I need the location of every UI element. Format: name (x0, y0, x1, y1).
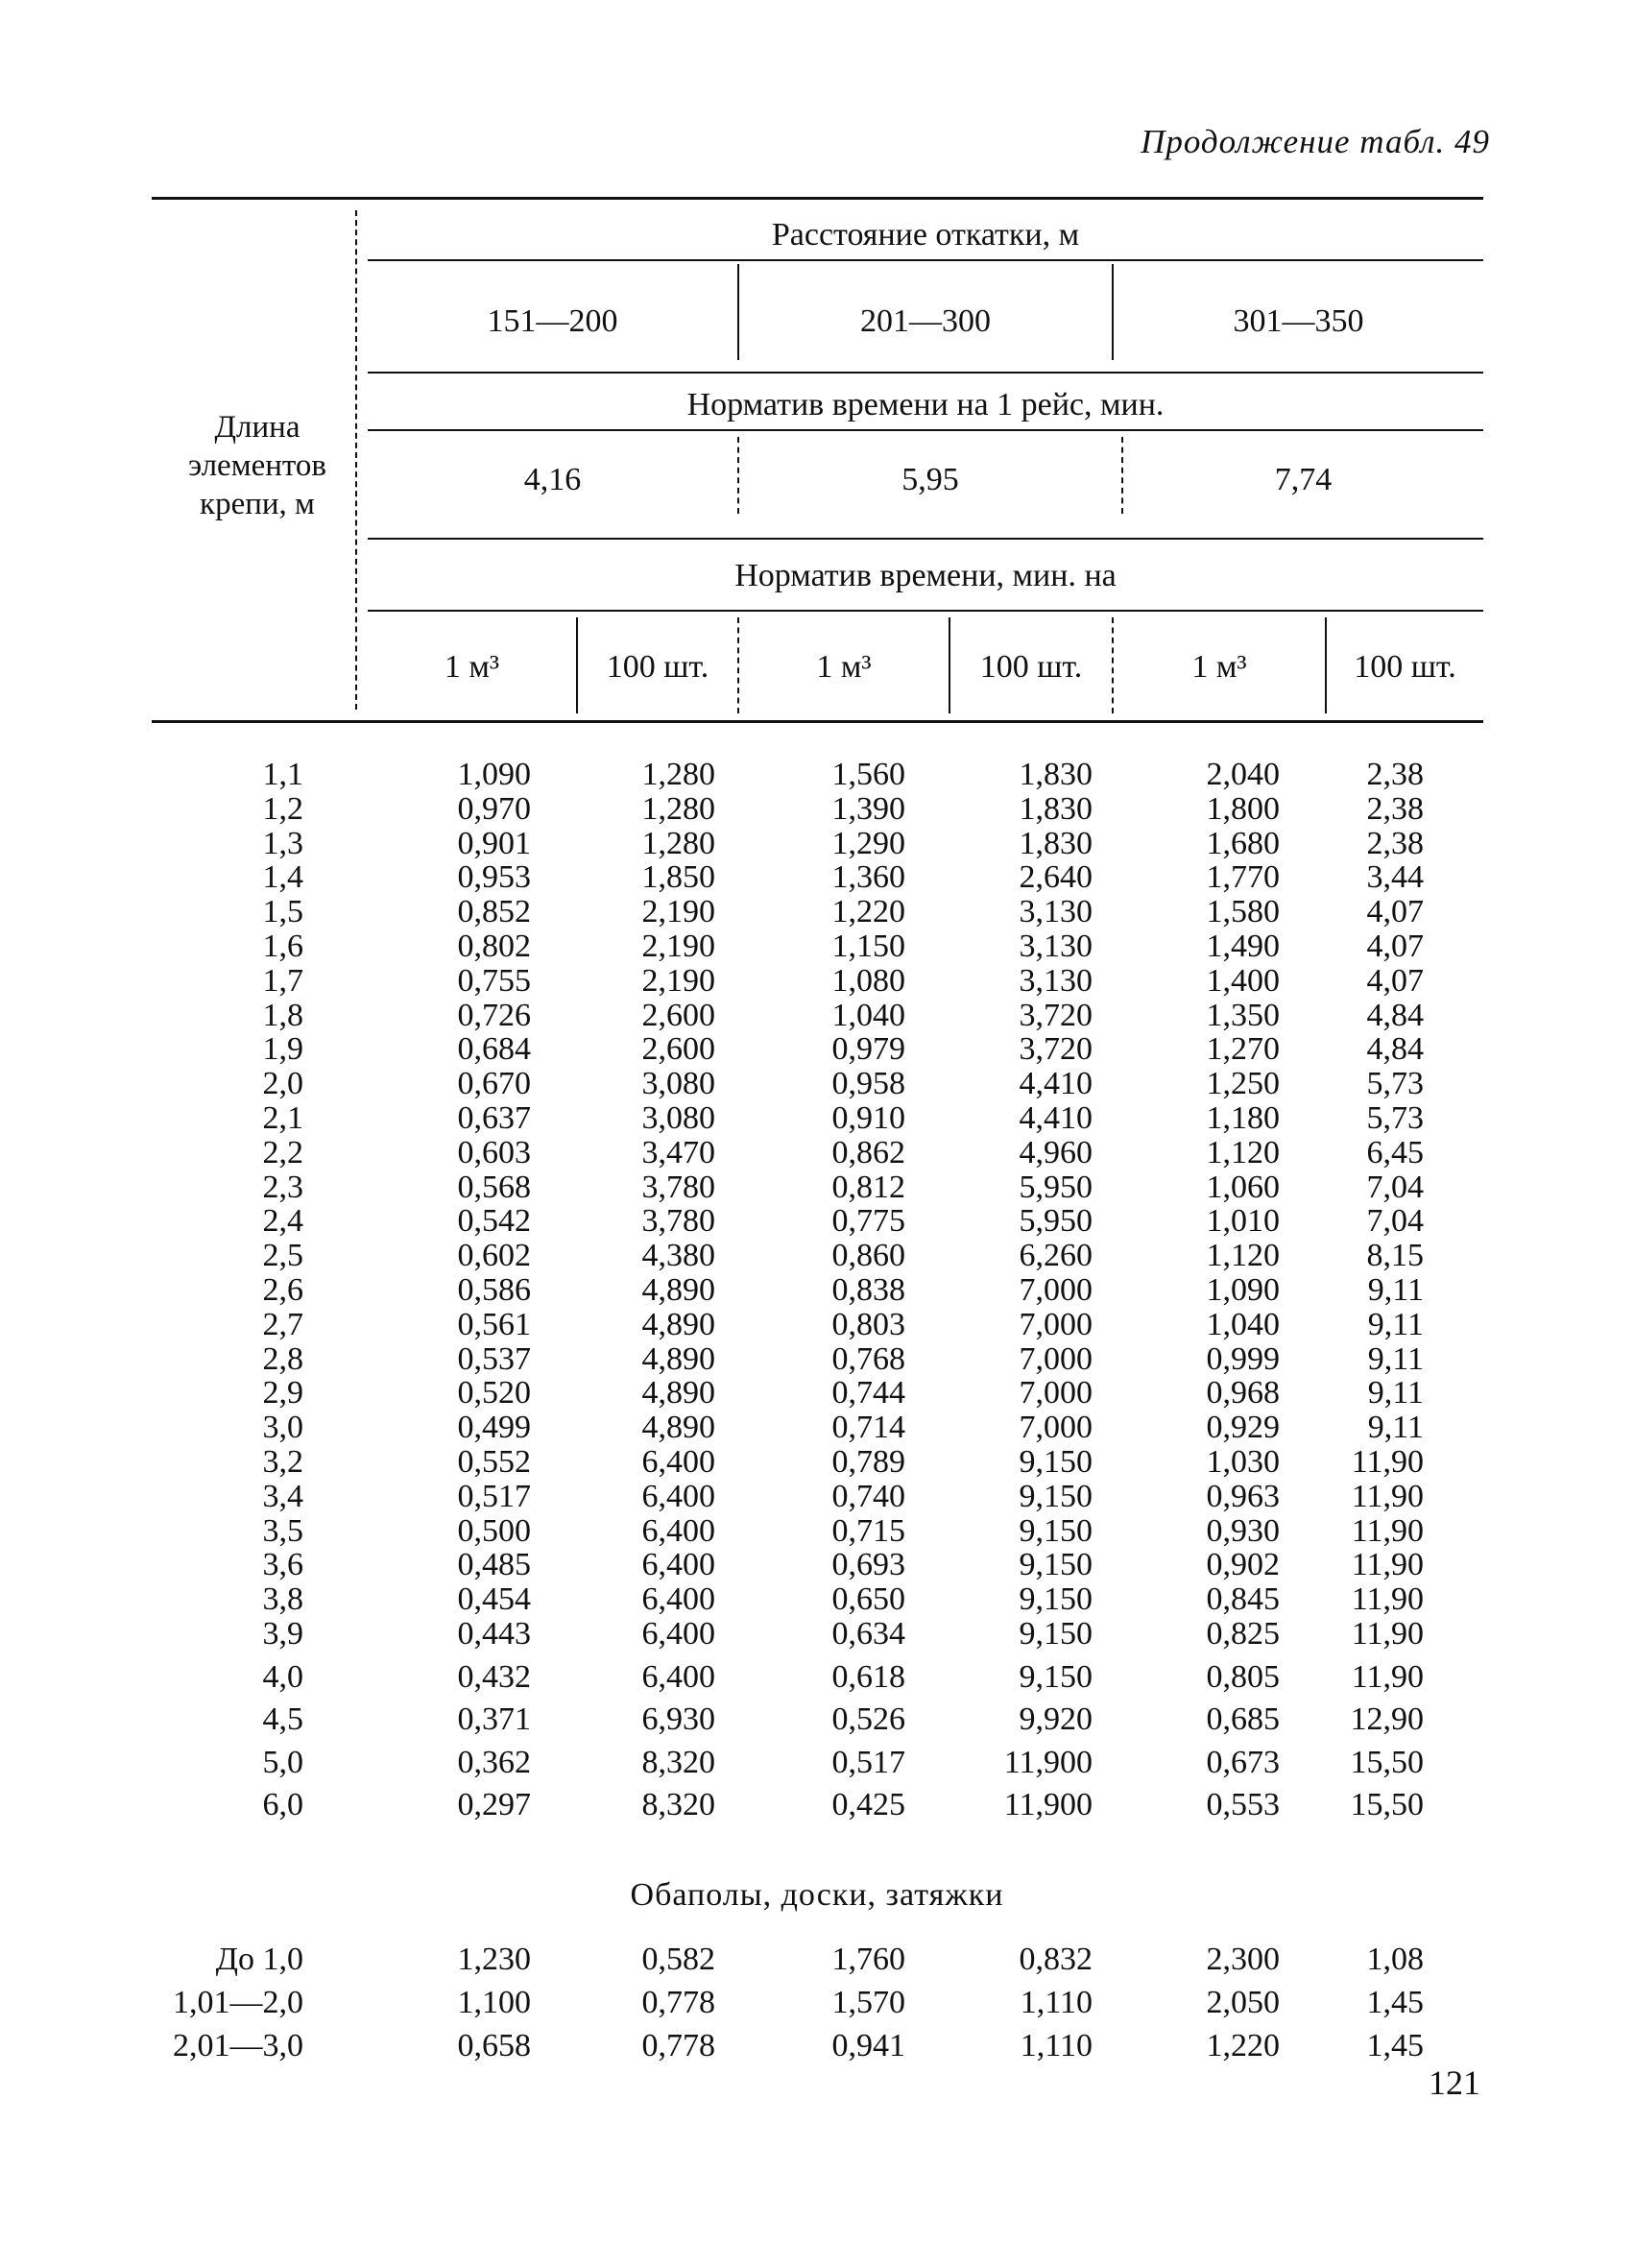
table-row (152, 859, 1483, 894)
row-value: 4,890 (641, 1410, 715, 1446)
unit-header-3: 1 м³ (816, 649, 872, 685)
row-value: 9,150 (1019, 1581, 1093, 1618)
row-value: 0,778 (641, 1985, 715, 2020)
row-value: 0,910 (831, 1100, 905, 1136)
row-value: 0,941 (831, 2028, 905, 2063)
row-value: 0,789 (831, 1444, 905, 1480)
row-value: 0,832 (1019, 1942, 1093, 1977)
row-value: 1,220 (831, 894, 905, 930)
table-row (152, 1203, 1483, 1238)
row-value: 0,552 (457, 1444, 531, 1480)
row-value: 0,930 (1206, 1512, 1280, 1549)
table-row (152, 963, 1483, 998)
row-value: 6,400 (641, 1512, 715, 1549)
row-value: 0,637 (457, 1100, 531, 1136)
table-row (152, 1272, 1483, 1307)
row-value: 0,634 (831, 1616, 905, 1652)
distance-range-1: 151—200 (487, 303, 618, 339)
row-value: 1,570 (831, 1985, 905, 2020)
row-value: 0,825 (1206, 1616, 1280, 1652)
row-value: 1,100 (457, 1985, 531, 2020)
row-length: 6,0 (262, 1787, 303, 1822)
row-value: 0,568 (457, 1169, 531, 1205)
row-value: 0,425 (831, 1787, 905, 1822)
row-value: 0,553 (1206, 1787, 1280, 1822)
row-value: 1,760 (831, 1942, 905, 1977)
row-value: 5,950 (1019, 1203, 1093, 1240)
row-value: 2,600 (641, 1031, 715, 1068)
row-value: 11,900 (1003, 1787, 1093, 1822)
row-value: 0,650 (831, 1581, 905, 1618)
row-value: 4,890 (641, 1272, 715, 1308)
row-value: 1,08 (1366, 1942, 1424, 1977)
row-value: 7,000 (1019, 1306, 1093, 1342)
rule-under-trip-values (368, 538, 1483, 540)
row-value: 0,658 (457, 2028, 531, 2063)
row-length: 1,6 (262, 929, 303, 964)
row-value: 0,685 (1206, 1701, 1280, 1737)
table-row (152, 1375, 1483, 1410)
row-value: 1,150 (831, 929, 905, 964)
row-value: 0,673 (1206, 1744, 1280, 1780)
row-value: 1,230 (457, 1942, 531, 1977)
row-value: 11,90 (1351, 1512, 1424, 1549)
row-value: 0,768 (831, 1340, 905, 1377)
row-value: 1,110 (1020, 2028, 1093, 2063)
row-value: 1,120 (1206, 1238, 1280, 1274)
rule-under-trip-title (368, 429, 1483, 431)
row-length: 3,8 (262, 1581, 303, 1618)
length-label-line-1: Длина (214, 410, 300, 445)
row-value: 1,180 (1206, 1100, 1280, 1136)
table-row (152, 1135, 1483, 1170)
row-value: 3,130 (1019, 894, 1093, 930)
row-value: 0,432 (457, 1658, 531, 1695)
row-value: 0,970 (457, 790, 531, 827)
table-header (152, 197, 1483, 725)
row-value: 0,740 (831, 1478, 905, 1514)
row-value: 0,537 (457, 1340, 531, 1377)
table-row (152, 1942, 1483, 1976)
row-value: 0,953 (457, 859, 531, 896)
row-length: 2,7 (262, 1306, 303, 1342)
unit-header-1: 1 м³ (444, 649, 500, 685)
row-value: 9,150 (1019, 1512, 1093, 1549)
row-length: 1,5 (262, 894, 303, 930)
table-row (152, 1547, 1483, 1581)
row-value: 6,930 (641, 1701, 715, 1737)
rule-under-distance-title (368, 259, 1483, 261)
row-value: 0,454 (457, 1581, 531, 1618)
row-value: 0,517 (831, 1744, 905, 1780)
row-length: 3,4 (262, 1478, 303, 1514)
row-value: 0,618 (831, 1658, 905, 1695)
row-value: 11,90 (1351, 1616, 1424, 1652)
row-value: 3,780 (641, 1169, 715, 1205)
row-value: 6,400 (641, 1444, 715, 1480)
row-value: 0,778 (641, 2028, 715, 2063)
row-value: 1,45 (1366, 1985, 1424, 2020)
table-row (152, 1031, 1483, 1066)
row-length: 2,3 (262, 1169, 303, 1205)
row-value: 0,602 (457, 1238, 531, 1274)
row-value: 6,400 (641, 1581, 715, 1618)
row-value: 15,50 (1350, 1744, 1424, 1780)
row-value: 8,320 (641, 1787, 715, 1822)
row-length: 2,6 (262, 1272, 303, 1308)
row-length: 1,1 (262, 757, 303, 792)
trip-norm-title: Норматив времени на 1 рейс, мин. (686, 387, 1165, 422)
row-value: 1,030 (1206, 1444, 1280, 1480)
row-value: 3,080 (641, 1100, 715, 1136)
row-value: 0,542 (457, 1203, 531, 1240)
row-value: 0,603 (457, 1134, 531, 1170)
row-value: 1,090 (457, 757, 531, 792)
row-value: 3,44 (1366, 859, 1424, 896)
row-value: 2,38 (1366, 757, 1424, 792)
row-value: 1,270 (1206, 1031, 1280, 1068)
row-value: 1,360 (831, 859, 905, 896)
row-value: 0,500 (457, 1512, 531, 1549)
row-value: 2,190 (641, 894, 715, 930)
page-number: 121 (1429, 2063, 1480, 2102)
row-value: 11,90 (1351, 1581, 1424, 1618)
row-value: 4,07 (1366, 962, 1424, 999)
row-value: 8,320 (641, 1744, 715, 1780)
row-value: 0,979 (831, 1031, 905, 1068)
row-value: 7,000 (1019, 1272, 1093, 1308)
row-value: 11,90 (1351, 1444, 1424, 1480)
row-value: 1,800 (1206, 790, 1280, 827)
row-value: 9,11 (1367, 1306, 1424, 1342)
row-value: 1,090 (1206, 1272, 1280, 1308)
row-value: 11,90 (1351, 1478, 1424, 1514)
row-length: 2,5 (262, 1238, 303, 1274)
unit-header-6: 100 шт. (1354, 649, 1456, 685)
unit-header-2: 100 шт. (606, 649, 709, 685)
table-row (152, 1479, 1483, 1513)
row-length: 1,2 (262, 790, 303, 827)
row-value: 0,526 (831, 1701, 905, 1737)
table-row (152, 1066, 1483, 1100)
row-value: 3,470 (641, 1134, 715, 1170)
row-value: 0,803 (831, 1306, 905, 1342)
row-value: 0,902 (1206, 1547, 1280, 1583)
row-value: 1,830 (1019, 757, 1093, 792)
row-length: 1,4 (262, 859, 303, 896)
length-column-header (152, 408, 363, 523)
table-row (152, 1745, 1483, 1779)
row-value: 0,684 (457, 1031, 531, 1068)
row-value: 6,400 (641, 1478, 715, 1514)
row-value: 1,250 (1206, 1066, 1280, 1102)
row-length: 1,3 (262, 825, 303, 861)
row-value: 0,862 (831, 1134, 905, 1170)
table-row (152, 1616, 1483, 1651)
row-value: 1,560 (831, 757, 905, 792)
row-value: 0,968 (1206, 1375, 1280, 1411)
row-value: 9,11 (1367, 1375, 1424, 1411)
row-value: 1,850 (641, 859, 715, 896)
row-length: 2,01—3,0 (173, 2028, 303, 2063)
row-value: 0,726 (457, 997, 531, 1033)
row-value: 0,561 (457, 1306, 531, 1342)
distance-title: Расстояние откатки, м (771, 217, 1080, 253)
row-value: 3,130 (1019, 929, 1093, 964)
row-value: 0,517 (457, 1478, 531, 1514)
distance-range-3: 301—350 (1233, 303, 1364, 339)
row-value: 7,000 (1019, 1375, 1093, 1411)
row-value: 1,45 (1366, 2028, 1424, 2063)
row-value: 7,000 (1019, 1410, 1093, 1446)
table-row (152, 929, 1483, 963)
row-value: 1,290 (831, 825, 905, 861)
row-value: 1,770 (1206, 859, 1280, 896)
table-row (152, 2028, 1483, 2063)
row-value: 4,410 (1019, 1100, 1093, 1136)
row-value: 7,000 (1019, 1340, 1093, 1377)
row-value: 2,640 (1019, 859, 1093, 896)
row-value: 3,130 (1019, 962, 1093, 999)
row-value: 4,960 (1019, 1134, 1093, 1170)
row-value: 12,90 (1350, 1701, 1424, 1737)
row-value: 1,280 (641, 825, 715, 861)
table-row (152, 894, 1483, 929)
row-value: 2,38 (1366, 790, 1424, 827)
row-length: 1,7 (262, 962, 303, 999)
row-length: 2,1 (262, 1100, 303, 1136)
time-norm-title: Норматив времени, мин. на (734, 558, 1117, 593)
row-value: 1,830 (1019, 790, 1093, 827)
row-value: 1,060 (1206, 1169, 1280, 1205)
table-row (152, 1581, 1483, 1616)
table-row (152, 1307, 1483, 1341)
row-length: 2,4 (262, 1203, 303, 1240)
row-value: 0,845 (1206, 1581, 1280, 1618)
row-value: 0,714 (831, 1410, 905, 1446)
row-value: 2,190 (641, 929, 715, 964)
row-value: 1,400 (1206, 962, 1280, 999)
row-value: 0,838 (831, 1272, 905, 1308)
row-value: 1,830 (1019, 825, 1093, 861)
row-length: 5,0 (262, 1744, 303, 1780)
row-value: 1,280 (641, 790, 715, 827)
row-value: 1,080 (831, 962, 905, 999)
row-length: 2,0 (262, 1066, 303, 1102)
row-value: 0,371 (457, 1701, 531, 1737)
row-length: 2,2 (262, 1134, 303, 1170)
row-value: 4,07 (1366, 929, 1424, 964)
row-value: 1,120 (1206, 1134, 1280, 1170)
row-value: 6,260 (1019, 1238, 1093, 1274)
table-row (152, 1513, 1483, 1548)
trip-norm-3: 7,74 (1274, 462, 1333, 497)
row-length: 3,9 (262, 1616, 303, 1652)
row-value: 2,300 (1206, 1942, 1280, 1977)
table-row (152, 998, 1483, 1032)
row-value: 6,45 (1366, 1134, 1424, 1170)
row-value: 4,380 (641, 1238, 715, 1274)
row-value: 0,362 (457, 1744, 531, 1780)
unit-header-5: 1 м³ (1191, 649, 1247, 685)
table-row (152, 1444, 1483, 1479)
row-value: 4,410 (1019, 1066, 1093, 1102)
row-value: 6,400 (641, 1658, 715, 1695)
row-value: 5,950 (1019, 1169, 1093, 1205)
row-value: 0,485 (457, 1547, 531, 1583)
row-length: 3,5 (262, 1512, 303, 1549)
row-value: 1,580 (1206, 894, 1280, 930)
row-value: 7,04 (1366, 1203, 1424, 1240)
table-row (152, 1985, 1483, 2019)
row-value: 15,50 (1350, 1787, 1424, 1822)
row-value: 9,11 (1367, 1410, 1424, 1446)
row-length: 3,6 (262, 1547, 303, 1583)
row-length: 4,5 (262, 1701, 303, 1737)
row-value: 0,963 (1206, 1478, 1280, 1514)
row-value: 11,90 (1351, 1658, 1424, 1695)
row-value: 1,490 (1206, 929, 1280, 964)
row-value: 8,15 (1366, 1238, 1424, 1274)
row-value: 0,582 (641, 1942, 715, 1977)
table-row (152, 1100, 1483, 1135)
row-value: 0,755 (457, 962, 531, 999)
row-value: 4,84 (1366, 997, 1424, 1033)
row-value: 0,812 (831, 1169, 905, 1205)
table-row (152, 1701, 1483, 1736)
unit-header-4: 100 шт. (979, 649, 1083, 685)
row-value: 1,350 (1206, 997, 1280, 1033)
header-bottom-rule (152, 720, 1483, 723)
row-value: 1,220 (1206, 2028, 1280, 2063)
row-value: 0,802 (457, 929, 531, 964)
row-value: 4,890 (641, 1340, 715, 1377)
rule-under-norm-title (368, 610, 1483, 612)
row-value: 9,150 (1019, 1444, 1093, 1480)
row-value: 0,860 (831, 1238, 905, 1274)
header-top-rule (152, 197, 1483, 200)
row-value: 9,150 (1019, 1547, 1093, 1583)
row-value: 0,999 (1206, 1340, 1280, 1377)
row-value: 3,720 (1019, 1031, 1093, 1068)
row-value: 6,400 (641, 1616, 715, 1652)
row-value: 0,805 (1206, 1658, 1280, 1695)
length-label-line-3: крепи, м (200, 487, 315, 521)
table-row (152, 1170, 1483, 1204)
row-length: До 1,0 (215, 1942, 303, 1977)
row-value: 0,297 (457, 1787, 531, 1822)
row-value: 5,73 (1366, 1066, 1424, 1102)
row-value: 0,443 (457, 1616, 531, 1652)
row-value: 0,520 (457, 1375, 531, 1411)
row-value: 4,890 (641, 1375, 715, 1411)
trip-norm-1: 4,16 (523, 462, 582, 497)
row-value: 1,390 (831, 790, 905, 827)
row-value: 3,720 (1019, 997, 1093, 1033)
row-value: 9,150 (1019, 1658, 1093, 1695)
row-value: 6,400 (641, 1547, 715, 1583)
row-value: 0,958 (831, 1066, 905, 1102)
row-length: 1,8 (262, 997, 303, 1033)
row-value: 11,900 (1003, 1744, 1093, 1780)
row-value: 9,150 (1019, 1616, 1093, 1652)
row-value: 2,050 (1206, 1985, 1280, 2020)
rule-under-distances (368, 372, 1483, 374)
row-value: 7,04 (1366, 1169, 1424, 1205)
row-length: 1,9 (262, 1031, 303, 1068)
row-value: 4,07 (1366, 894, 1424, 930)
table-continuation-caption: Продолжение табл. 49 (1141, 123, 1490, 160)
row-value: 0,744 (831, 1375, 905, 1411)
row-value: 2,38 (1366, 825, 1424, 861)
table-row (152, 1341, 1483, 1376)
length-label-line-2: элементов (188, 448, 326, 483)
row-length: 3,0 (262, 1410, 303, 1446)
section-title: Обаполы, доски, затяжки (630, 1877, 1004, 1913)
table-row (152, 826, 1483, 860)
distance-range-2: 201—300 (860, 303, 991, 339)
table-row (152, 1238, 1483, 1272)
table-row (152, 791, 1483, 826)
row-value: 5,73 (1366, 1100, 1424, 1136)
row-value: 1,010 (1206, 1203, 1280, 1240)
row-value: 1,680 (1206, 825, 1280, 861)
table-row (152, 1410, 1483, 1444)
row-value: 0,929 (1206, 1410, 1280, 1446)
row-value: 0,852 (457, 894, 531, 930)
row-length: 2,8 (262, 1340, 303, 1377)
row-value: 0,775 (831, 1203, 905, 1240)
table-row (152, 1787, 1483, 1822)
row-value: 1,040 (831, 997, 905, 1033)
row-value: 2,040 (1206, 757, 1280, 792)
row-value: 9,920 (1019, 1701, 1093, 1737)
row-length: 3,2 (262, 1444, 303, 1480)
row-value: 3,080 (641, 1066, 715, 1102)
row-length: 4,0 (262, 1658, 303, 1695)
row-value: 2,600 (641, 997, 715, 1033)
row-value: 1,280 (641, 757, 715, 792)
row-length: 1,01—2,0 (173, 1985, 303, 2020)
row-value: 4,890 (641, 1306, 715, 1342)
row-value: 1,110 (1020, 1985, 1093, 2020)
row-value: 9,11 (1367, 1272, 1424, 1308)
row-value: 11,90 (1351, 1547, 1424, 1583)
table-row (152, 757, 1483, 791)
row-value: 1,040 (1206, 1306, 1280, 1342)
row-value: 2,190 (641, 962, 715, 999)
trip-norm-2: 5,95 (901, 462, 959, 497)
row-value: 9,150 (1019, 1478, 1093, 1514)
row-value: 0,715 (831, 1512, 905, 1549)
row-value: 3,780 (641, 1203, 715, 1240)
row-value: 4,84 (1366, 1031, 1424, 1068)
row-length: 2,9 (262, 1375, 303, 1411)
row-value: 0,670 (457, 1066, 531, 1102)
row-value: 0,693 (831, 1547, 905, 1583)
row-value: 0,586 (457, 1272, 531, 1308)
row-value: 0,499 (457, 1410, 531, 1446)
row-value: 0,901 (457, 825, 531, 861)
table-row (152, 1659, 1483, 1694)
row-value: 9,11 (1367, 1340, 1424, 1377)
